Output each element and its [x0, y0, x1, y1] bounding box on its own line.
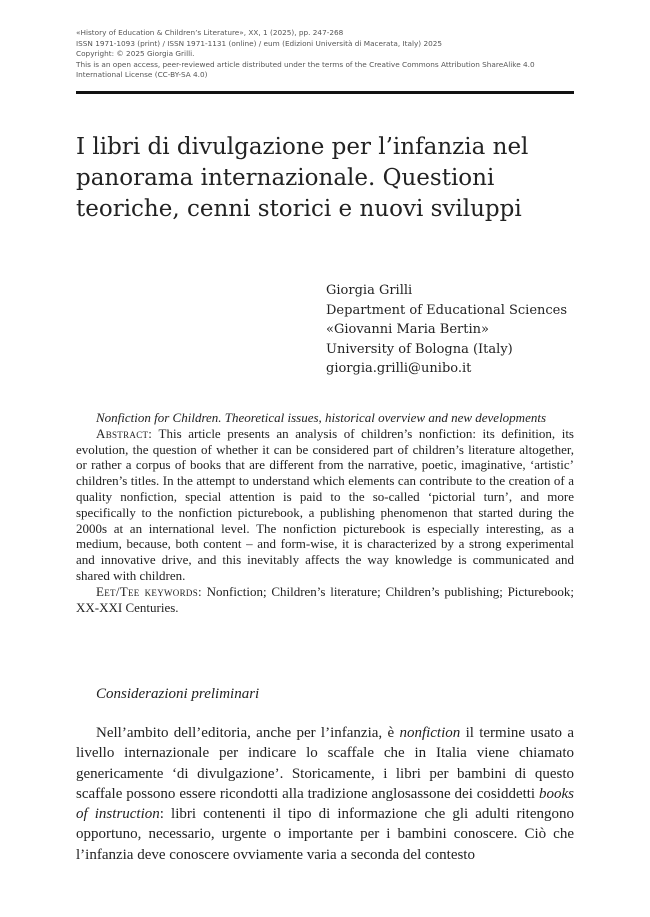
body-text — [76, 723, 574, 865]
author-university: University of Bologna (Italy) — [326, 341, 513, 357]
author-department-name: «Giovanni Maria Bertin» — [326, 322, 489, 337]
keywords-text: Nonfiction; Children’s literature; Children’s publishing; Picturebook; XX-XXI Centuries. — [76, 583, 575, 615]
abstract-block — [76, 410, 574, 615]
author-block — [326, 281, 567, 379]
license-line-cont: International License (CC-BY-SA 4.0) — [76, 70, 208, 80]
title-line: panorama internazionale. Questioni — [76, 165, 495, 191]
title-line: I libri di divulgazione per l’infanzia nel — [76, 134, 529, 160]
abstract-label: Abstract: — [96, 425, 153, 441]
body-paragraph — [76, 723, 574, 865]
keywords-paragraph — [76, 584, 574, 616]
header-rule — [76, 91, 574, 94]
author-name: Giorgia Grilli — [326, 283, 413, 298]
issn-line: ISSN 1971-1093 (print) / ISSN 1971-1131 (online) / eum (Edizioni Università di Macerata, Italy) 2025 — [76, 38, 443, 48]
english-title: Nonfiction for Children. Theoretical issues, historical overview and new developments — [96, 410, 547, 425]
abstract-paragraph — [76, 426, 574, 584]
author-email: giorgia.grilli@unibo.it — [326, 361, 472, 376]
body-run: il termine usato a livello internazionale per indicare lo scaffale che in Italia viene chiamato genericamente ‘di divulgazione’. Storicamente, i libri per bambini di questo scaffale possono essere ricondotti alla tradizione anglosassone dei cosiddetti — [76, 725, 575, 802]
article-title — [76, 132, 574, 225]
body-emphasis: books of instruction — [76, 785, 574, 823]
body-run: Nell’ambito dell’editoria, anche per l’infanzia, è — [96, 725, 400, 741]
author-department: Department of Educational Sciences — [326, 302, 568, 318]
title-line: teoriche, cenni storici e nuovi sviluppi — [76, 196, 522, 222]
abstract-text: This article presents an analysis of children’s nonfiction: its definition, its evolution, the question of whether it can be considered part of children’s literature altogether, or rather a corpus of books that are different from the narrative, poetic, imaginative, ‘artistic’ children’s titles. In the attempt to understand which elements can contribute to the creation of a quality nonfiction, special attention is paid to the so-called ‘pictorial turn’, and more specifically to the nonfiction picturebook, a publishing phenomenon that started during the 2000s at an international level. The nonfiction picturebook is especially interesting, as a medium, because, both content – and form-wise, it is characterized by a strong experimental and innovative drive, and this inevitably affects the way knowledge is communicated and shared with children. — [76, 425, 574, 583]
citation-line: «History of Education & Children’s Literature», XX, 1 (2025), pp. 247-268 — [76, 28, 344, 37]
body-emphasis: nonfiction — [399, 725, 461, 741]
journal-page — [76, 0, 574, 917]
journal-header — [76, 28, 574, 81]
body-run: : libri contenenti il tipo di informazione che gli adulti ritengono opportuno, necessario, urgente o importante per i bambini conoscere. Ciò che l’infanzia deve conoscere ovviamente varia a seconda del contesto — [76, 806, 575, 863]
license-line: This is an open access, peer-reviewed article distributed under the terms of the Creative Commons Attribution ShareAlike 4.0 — [76, 59, 535, 69]
keywords-label: Eet/Tee keywords: — [96, 583, 202, 599]
section-heading: Considerazioni preliminari — [96, 686, 260, 702]
copyright-line: Copyright: © 2025 Giorgia Grilli. — [76, 49, 195, 59]
